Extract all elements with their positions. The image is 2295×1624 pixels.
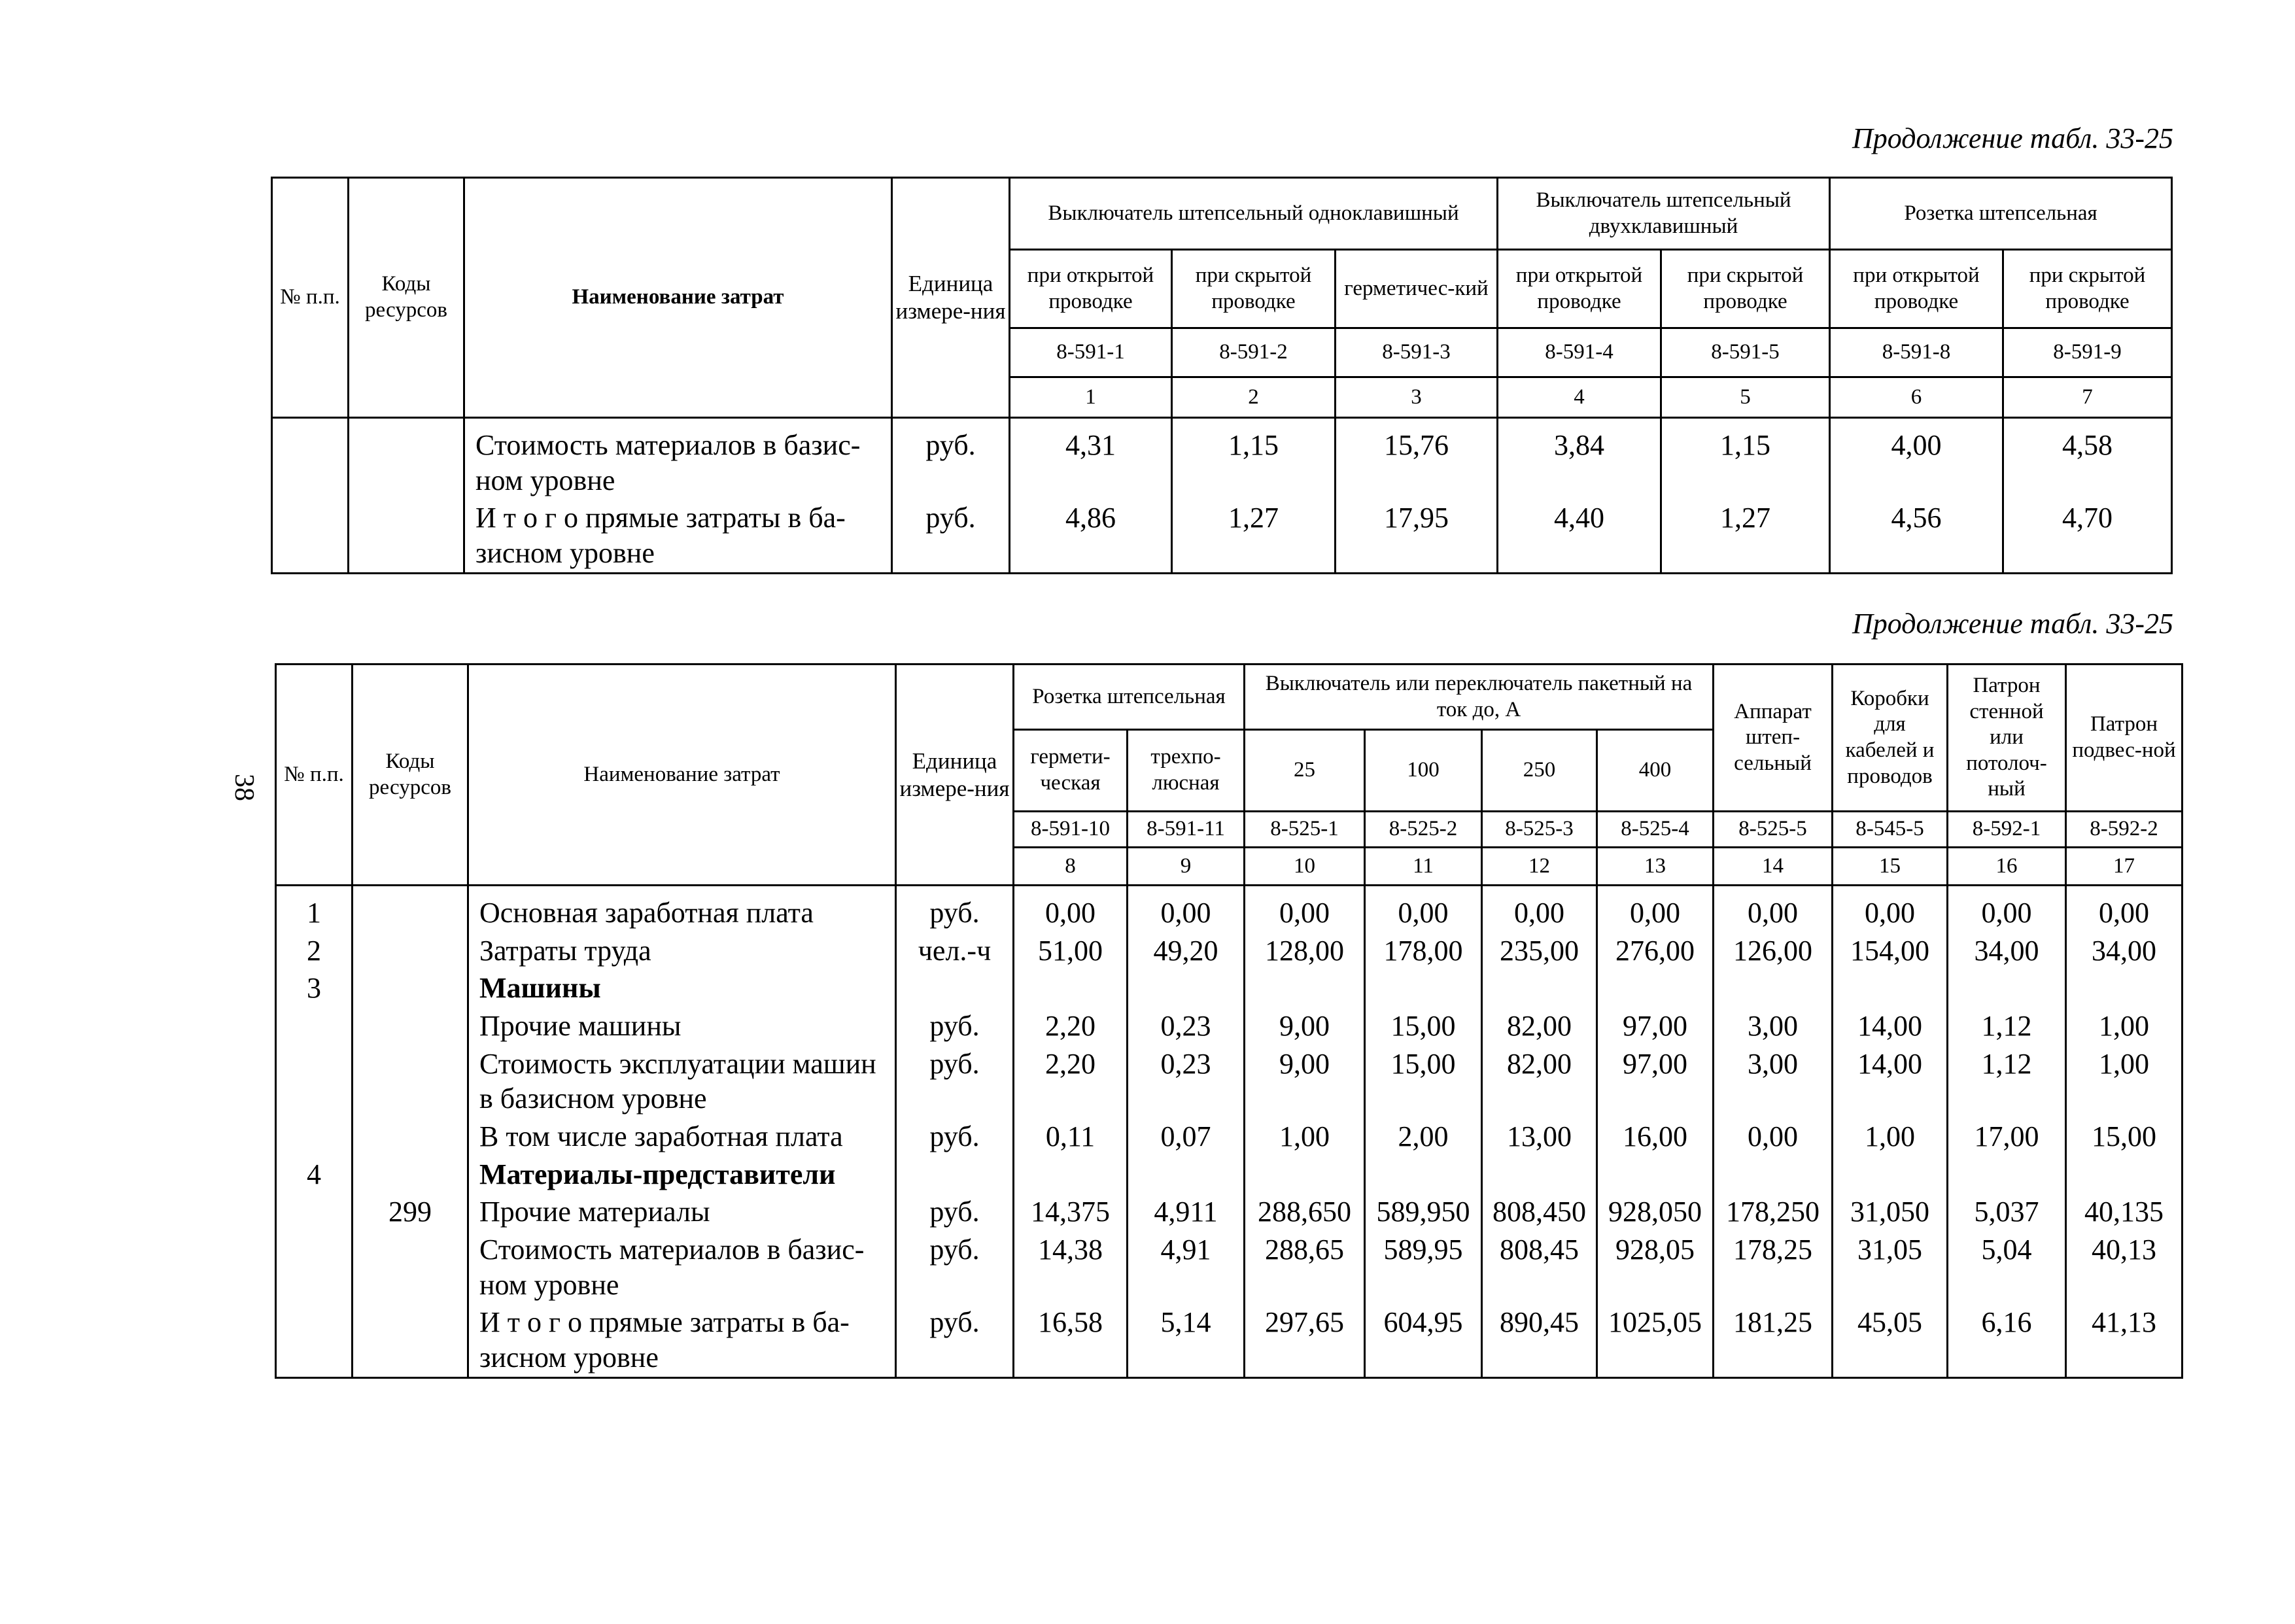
value-cell: 178,25 xyxy=(1714,1231,1833,1304)
row-code xyxy=(353,1007,468,1045)
row-unit: руб. xyxy=(896,886,1014,932)
subheader: при скрытой проводке xyxy=(1661,250,1830,328)
subheader: при скрытой проводке xyxy=(1172,250,1336,328)
subheader: герметичес-кий xyxy=(1336,250,1498,328)
value-cell: 41,13 xyxy=(2066,1304,2183,1377)
value-cell: 0,07 xyxy=(1128,1118,1245,1156)
column-number: 14 xyxy=(1714,848,1833,886)
value-cell: 928,05 xyxy=(1597,1231,1714,1304)
value-cell xyxy=(2066,1156,2183,1194)
value-cell: 2,20 xyxy=(1014,1007,1128,1045)
value-cell: 4,86 xyxy=(1010,499,1172,573)
subheader: при открытой проводке xyxy=(1010,250,1172,328)
value-cell: 181,25 xyxy=(1714,1304,1833,1377)
row-unit xyxy=(896,1156,1014,1194)
subheader: 250 xyxy=(1482,730,1597,812)
header-num: № п.п. xyxy=(272,178,349,418)
group-header: Выключатель штепсельный одноклавишный xyxy=(1010,178,1498,250)
code-cell: 8-525-1 xyxy=(1245,812,1365,848)
column-number: 3 xyxy=(1336,377,1498,418)
table-body xyxy=(272,418,2172,574)
row-name: Стоимость материалов в базис-ном уровне xyxy=(468,1231,896,1304)
value-cell: 276,00 xyxy=(1597,932,1714,970)
value-cell: 40,135 xyxy=(2066,1193,2183,1231)
row-index-cell xyxy=(272,499,349,573)
row-unit: руб. xyxy=(896,1193,1014,1231)
column-number: 12 xyxy=(1482,848,1597,886)
value-cell: 1,27 xyxy=(1172,499,1336,573)
table-row xyxy=(276,1156,2183,1194)
value-cell: 0,00 xyxy=(1365,886,1482,932)
table-row xyxy=(276,1045,2183,1118)
column-number: 15 xyxy=(1833,848,1948,886)
value-cell: 4,00 xyxy=(1830,418,2003,500)
value-cell: 4,40 xyxy=(1498,499,1661,573)
value-cell: 14,38 xyxy=(1014,1231,1128,1304)
row-code xyxy=(353,1156,468,1194)
code-cell: 8-591-11 xyxy=(1128,812,1245,848)
row-index xyxy=(276,1231,353,1304)
value-cell: 5,04 xyxy=(1948,1231,2066,1304)
row-code xyxy=(353,1045,468,1118)
header-unit: Единица измере-ния xyxy=(892,178,1010,418)
value-cell: 0,23 xyxy=(1128,1007,1245,1045)
table-row xyxy=(276,1193,2183,1231)
row-code xyxy=(353,1118,468,1156)
value-cell xyxy=(1714,1156,1833,1194)
column-number: 4 xyxy=(1498,377,1661,418)
table-caption: Продолжение табл. 33-25 xyxy=(1852,608,2173,640)
cost-table-part-1 xyxy=(271,177,2173,574)
group-header: Аппарат штеп-сельный xyxy=(1714,665,1833,812)
value-cell xyxy=(1245,1156,1365,1194)
value-cell: 14,375 xyxy=(1014,1193,1128,1231)
code-cell: 8-591-10 xyxy=(1014,812,1128,848)
table-row xyxy=(276,1304,2183,1377)
value-cell: 0,00 xyxy=(1482,886,1597,932)
value-cell: 45,05 xyxy=(1833,1304,1948,1377)
value-cell: 1,12 xyxy=(1948,1007,2066,1045)
value-cell: 3,00 xyxy=(1714,1045,1833,1118)
value-cell xyxy=(1365,1156,1482,1194)
value-cell: 2,20 xyxy=(1014,1045,1128,1118)
row-code xyxy=(353,886,468,932)
value-cell: 4,91 xyxy=(1128,1231,1245,1304)
group-header: Розетка штепсельная xyxy=(1014,665,1245,730)
row-name: И т о г о прямые затраты в ба-зисном уровне xyxy=(464,499,892,573)
value-cell: 17,95 xyxy=(1336,499,1498,573)
value-cell xyxy=(1245,969,1365,1007)
group-header: Розетка штепсельная xyxy=(1830,178,2172,250)
row-code xyxy=(353,969,468,1007)
value-cell: 4,31 xyxy=(1010,418,1172,500)
header-codes: Коды ресурсов xyxy=(349,178,464,418)
value-cell xyxy=(1948,1156,2066,1194)
value-cell: 1,00 xyxy=(2066,1045,2183,1118)
value-cell: 0,00 xyxy=(1245,886,1365,932)
code-cell: 8-525-5 xyxy=(1714,812,1833,848)
row-index xyxy=(276,1193,353,1231)
code-cell: 8-591-8 xyxy=(1830,328,2003,377)
table-row xyxy=(276,886,2183,932)
table-row xyxy=(272,418,2172,500)
value-cell xyxy=(1597,1156,1714,1194)
row-index: 3 xyxy=(276,969,353,1007)
subheader: гермети-ческая xyxy=(1014,730,1128,812)
value-cell: 34,00 xyxy=(2066,932,2183,970)
value-cell xyxy=(1482,1156,1597,1194)
header-num: № п.п. xyxy=(276,665,353,886)
value-cell: 4,56 xyxy=(1830,499,2003,573)
value-cell: 1,15 xyxy=(1172,418,1336,500)
section-heading: Материалы-представители xyxy=(468,1156,896,1194)
value-cell: 0,00 xyxy=(1128,886,1245,932)
row-unit: руб. xyxy=(896,1007,1014,1045)
column-number: 6 xyxy=(1830,377,2003,418)
table-body xyxy=(276,886,2183,1378)
value-cell: 0,00 xyxy=(1714,886,1833,932)
value-cell: 3,00 xyxy=(1714,1007,1833,1045)
value-cell: 178,00 xyxy=(1365,932,1482,970)
row-code-cell xyxy=(349,418,464,500)
row-name: Стоимость эксплуатации машин в базисном уровне xyxy=(468,1045,896,1118)
row-name: Основная заработная плата xyxy=(468,886,896,932)
row-index: 4 xyxy=(276,1156,353,1194)
value-cell: 0,00 xyxy=(1833,886,1948,932)
value-cell: 235,00 xyxy=(1482,932,1597,970)
table-row xyxy=(276,969,2183,1007)
value-cell: 1,00 xyxy=(1245,1118,1365,1156)
value-cell: 154,00 xyxy=(1833,932,1948,970)
value-cell: 0,00 xyxy=(1597,886,1714,932)
value-cell: 31,05 xyxy=(1833,1231,1948,1304)
row-code xyxy=(353,932,468,970)
section-heading: Машины xyxy=(468,969,896,1007)
table-row xyxy=(276,1231,2183,1304)
value-cell: 49,20 xyxy=(1128,932,1245,970)
value-cell: 589,95 xyxy=(1365,1231,1482,1304)
code-cell: 8-592-1 xyxy=(1948,812,2066,848)
group-header: Выключатель или переключатель пакетный на ток до, А xyxy=(1245,665,1714,730)
column-number: 9 xyxy=(1128,848,1245,886)
value-cell: 1025,05 xyxy=(1597,1304,1714,1377)
value-cell: 34,00 xyxy=(1948,932,2066,970)
row-unit: руб. xyxy=(896,1231,1014,1304)
column-number: 1 xyxy=(1010,377,1172,418)
value-cell: 288,65 xyxy=(1245,1231,1365,1304)
value-cell: 178,250 xyxy=(1714,1193,1833,1231)
row-name: И т о г о прямые затраты в ба-зисном уровне xyxy=(468,1304,896,1377)
value-cell: 4,70 xyxy=(2003,499,2172,573)
header-name: Наименование затрат xyxy=(464,178,892,418)
row-name: Затраты труда xyxy=(468,932,896,970)
column-number: 2 xyxy=(1172,377,1336,418)
value-cell: 1,00 xyxy=(2066,1007,2183,1045)
value-cell: 126,00 xyxy=(1714,932,1833,970)
value-cell: 3,84 xyxy=(1498,418,1661,500)
code-cell: 8-591-4 xyxy=(1498,328,1661,377)
cost-table-part-2 xyxy=(275,663,2183,1379)
value-cell: 6,16 xyxy=(1948,1304,2066,1377)
code-cell: 8-525-3 xyxy=(1482,812,1597,848)
value-cell xyxy=(1128,969,1245,1007)
value-cell xyxy=(1365,969,1482,1007)
page-number: 38 xyxy=(229,774,259,801)
row-index xyxy=(276,1045,353,1118)
row-index-cell xyxy=(272,418,349,500)
value-cell xyxy=(1014,1156,1128,1194)
value-cell xyxy=(2066,969,2183,1007)
row-index xyxy=(276,1304,353,1377)
header-unit: Единица измере-ния xyxy=(896,665,1014,886)
value-cell: 2,00 xyxy=(1365,1118,1482,1156)
code-cell: 8-591-3 xyxy=(1336,328,1498,377)
row-name: Стоимость материалов в базис-ном уровне xyxy=(464,418,892,500)
header-name: Наименование затрат xyxy=(468,665,896,886)
subheader: 25 xyxy=(1245,730,1365,812)
row-unit xyxy=(896,969,1014,1007)
value-cell xyxy=(1948,969,2066,1007)
value-cell: 15,00 xyxy=(1365,1045,1482,1118)
value-cell: 97,00 xyxy=(1597,1045,1714,1118)
value-cell: 4,911 xyxy=(1128,1193,1245,1231)
value-cell: 604,95 xyxy=(1365,1304,1482,1377)
table-row xyxy=(276,1007,2183,1045)
value-cell: 1,00 xyxy=(1833,1118,1948,1156)
code-cell: 8-591-5 xyxy=(1661,328,1830,377)
value-cell: 82,00 xyxy=(1482,1045,1597,1118)
value-cell: 808,450 xyxy=(1482,1193,1597,1231)
row-code-cell xyxy=(349,499,464,573)
row-unit: руб. xyxy=(896,1045,1014,1118)
header-codes: Коды ресурсов xyxy=(353,665,468,886)
value-cell: 5,037 xyxy=(1948,1193,2066,1231)
value-cell xyxy=(1128,1156,1245,1194)
column-number: 8 xyxy=(1014,848,1128,886)
group-header: Коробки для кабелей и проводов xyxy=(1833,665,1948,812)
value-cell: 1,27 xyxy=(1661,499,1830,573)
value-cell: 82,00 xyxy=(1482,1007,1597,1045)
subheader: при скрытой проводке xyxy=(2003,250,2172,328)
value-cell: 31,050 xyxy=(1833,1193,1948,1231)
value-cell: 589,950 xyxy=(1365,1193,1482,1231)
code-cell: 8-525-2 xyxy=(1365,812,1482,848)
value-cell: 0,00 xyxy=(1948,886,2066,932)
value-cell xyxy=(1597,969,1714,1007)
column-number: 16 xyxy=(1948,848,2066,886)
subheader: 100 xyxy=(1365,730,1482,812)
value-cell: 0,23 xyxy=(1128,1045,1245,1118)
code-cell: 8-545-5 xyxy=(1833,812,1948,848)
column-number: 10 xyxy=(1245,848,1365,886)
row-unit: чел.-ч xyxy=(896,932,1014,970)
row-unit: руб. xyxy=(896,1304,1014,1377)
value-cell: 9,00 xyxy=(1245,1007,1365,1045)
row-name: Прочие машины xyxy=(468,1007,896,1045)
value-cell xyxy=(1714,969,1833,1007)
row-name: В том числе заработная плата xyxy=(468,1118,896,1156)
row-index: 1 xyxy=(276,886,353,932)
value-cell: 14,00 xyxy=(1833,1045,1948,1118)
column-number: 17 xyxy=(2066,848,2183,886)
value-cell: 9,00 xyxy=(1245,1045,1365,1118)
value-cell: 5,14 xyxy=(1128,1304,1245,1377)
value-cell: 13,00 xyxy=(1482,1118,1597,1156)
table-caption: Продолжение табл. 33-25 xyxy=(1852,122,2173,154)
column-number: 5 xyxy=(1661,377,1830,418)
table-row xyxy=(276,932,2183,970)
value-cell: 928,050 xyxy=(1597,1193,1714,1231)
column-number: 7 xyxy=(2003,377,2172,418)
value-cell: 288,650 xyxy=(1245,1193,1365,1231)
row-unit: руб. xyxy=(892,499,1010,573)
value-cell: 890,45 xyxy=(1482,1304,1597,1377)
table-row xyxy=(276,1118,2183,1156)
row-index xyxy=(276,1007,353,1045)
row-code: 299 xyxy=(353,1193,468,1231)
value-cell: 808,45 xyxy=(1482,1231,1597,1304)
value-cell: 0,00 xyxy=(1714,1118,1833,1156)
code-cell: 8-525-4 xyxy=(1597,812,1714,848)
value-cell: 0,00 xyxy=(2066,886,2183,932)
value-cell: 15,00 xyxy=(2066,1118,2183,1156)
value-cell: 0,00 xyxy=(1014,886,1128,932)
subheader: при открытой проводке xyxy=(1498,250,1661,328)
value-cell: 1,12 xyxy=(1948,1045,2066,1118)
group-header: Выключатель штепсельный двухклавишный xyxy=(1498,178,1830,250)
row-code xyxy=(353,1231,468,1304)
subheader: 400 xyxy=(1597,730,1714,812)
value-cell xyxy=(1833,1156,1948,1194)
column-number: 13 xyxy=(1597,848,1714,886)
group-header: Патрон стенной или потолоч-ный xyxy=(1948,665,2066,812)
code-cell: 8-591-1 xyxy=(1010,328,1172,377)
code-cell: 8-591-9 xyxy=(2003,328,2172,377)
code-cell: 8-592-2 xyxy=(2066,812,2183,848)
subheader: при открытой проводке xyxy=(1830,250,2003,328)
value-cell: 16,00 xyxy=(1597,1118,1714,1156)
table-row xyxy=(272,499,2172,573)
value-cell: 15,00 xyxy=(1365,1007,1482,1045)
value-cell: 14,00 xyxy=(1833,1007,1948,1045)
row-name: Прочие материалы xyxy=(468,1193,896,1231)
value-cell: 16,58 xyxy=(1014,1304,1128,1377)
value-cell xyxy=(1482,969,1597,1007)
subheader: трехпо-люсная xyxy=(1128,730,1245,812)
code-cell: 8-591-2 xyxy=(1172,328,1336,377)
value-cell: 4,58 xyxy=(2003,418,2172,500)
value-cell: 128,00 xyxy=(1245,932,1365,970)
value-cell: 17,00 xyxy=(1948,1118,2066,1156)
row-unit: руб. xyxy=(892,418,1010,500)
row-unit: руб. xyxy=(896,1118,1014,1156)
value-cell: 15,76 xyxy=(1336,418,1498,500)
value-cell: 1,15 xyxy=(1661,418,1830,500)
row-index xyxy=(276,1118,353,1156)
value-cell: 297,65 xyxy=(1245,1304,1365,1377)
group-header: Патрон подвес-ной xyxy=(2066,665,2183,812)
value-cell: 0,11 xyxy=(1014,1118,1128,1156)
value-cell xyxy=(1014,969,1128,1007)
value-cell xyxy=(1833,969,1948,1007)
value-cell: 40,13 xyxy=(2066,1231,2183,1304)
column-number: 11 xyxy=(1365,848,1482,886)
value-cell: 97,00 xyxy=(1597,1007,1714,1045)
row-index: 2 xyxy=(276,932,353,970)
value-cell: 51,00 xyxy=(1014,932,1128,970)
row-code xyxy=(353,1304,468,1377)
